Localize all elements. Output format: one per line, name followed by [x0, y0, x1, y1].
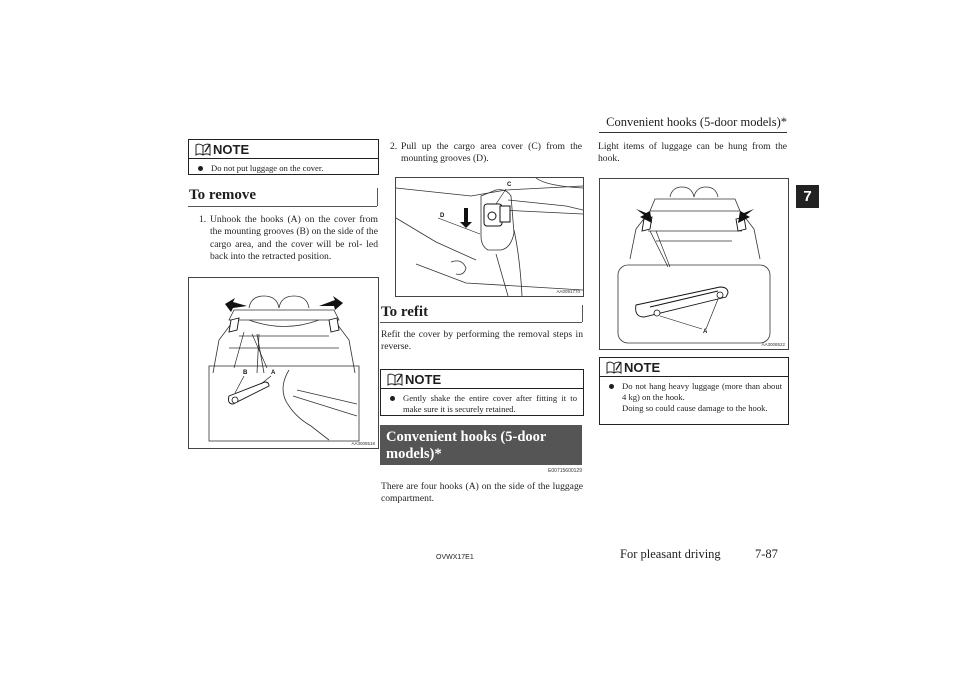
- step-number: 2.: [390, 141, 398, 152]
- step-number: 1.: [199, 214, 207, 225]
- note-item: [600, 377, 788, 418]
- cargo-cover-illustration: [396, 178, 583, 296]
- note-header: [189, 140, 378, 159]
- luggage-hooks-illustration: [600, 179, 788, 349]
- note-item: [381, 389, 583, 419]
- figure-label-a: A: [271, 370, 276, 376]
- figure-label-a: A: [703, 329, 708, 335]
- doc-code: E00715600129: [548, 468, 582, 474]
- figure-cargo-cover: [395, 177, 584, 297]
- note-label: NOTE: [213, 142, 250, 157]
- note-header: [381, 370, 583, 389]
- section-title-to-remove: To remove: [189, 187, 257, 203]
- intro-text: Light items of luggage can be hung from the hook.: [598, 141, 787, 165]
- step-text: Unhook the hooks (A) on the cover from the mounting grooves (B) on the side of the cargo area, and the cover will be rol- led back into the retracted position.: [210, 214, 378, 263]
- figure-code: AA0091770: [556, 289, 580, 294]
- note-box-hooks: [599, 357, 789, 425]
- note-label: NOTE: [624, 360, 661, 375]
- page-number: 7-87: [755, 547, 778, 561]
- section-rule: [380, 322, 582, 323]
- to-refit-text: Refit the cover by performing the removal steps in reverse.: [381, 329, 583, 353]
- step-text: Pull up the cargo area cover (C) from the mounting grooves (D).: [401, 141, 582, 165]
- note-label: NOTE: [405, 372, 442, 387]
- bullet-icon: [609, 384, 614, 389]
- footer-code: OVWX17E1: [436, 554, 474, 561]
- section-rule-end: [377, 188, 378, 206]
- note-pencil-icon: [195, 143, 211, 156]
- figure-label-d: D: [440, 213, 445, 219]
- figure-label-c: C: [507, 182, 512, 188]
- note-item-text: Doing so could cause damage to the hook.: [622, 403, 768, 413]
- section-rule-end: [582, 305, 583, 322]
- figure-luggage-hooks: [599, 178, 789, 350]
- section-title-to-refit: To refit: [381, 304, 429, 320]
- note-header: [600, 358, 788, 377]
- chapter-tab: 7: [796, 185, 819, 208]
- step-1: [199, 214, 378, 264]
- note-item-text: Gently shake the entire cover after fitting it to make sure it is securely retained.: [403, 393, 577, 414]
- bullet-icon: [390, 396, 395, 401]
- note-pencil-icon: [387, 373, 403, 386]
- figure-code: AA3008518: [351, 441, 375, 446]
- note-pencil-icon: [606, 361, 622, 374]
- section-rule: [188, 206, 377, 207]
- figure-label-b: B: [243, 370, 248, 376]
- bullet-icon: [198, 166, 203, 171]
- note-item-text: Do not hang heavy luggage (more than about 4 kg) on the hook.: [622, 381, 782, 402]
- figure-cover-hooks: [188, 277, 379, 449]
- note-box-refit: [380, 369, 584, 416]
- header-rule: [599, 132, 787, 133]
- hooks-text: There are four hooks (A) on the side of the luggage compartment.: [381, 481, 583, 505]
- note-box-cover: [188, 139, 379, 175]
- cover-hooks-illustration: [189, 278, 378, 448]
- note-item: [189, 159, 378, 178]
- footer-section-title: For pleasant driving: [620, 547, 721, 561]
- section-banner: Convenient hooks (5-door models)*: [380, 425, 582, 465]
- note-item-text: Do not put luggage on the cover.: [211, 163, 324, 173]
- step-2: [390, 141, 582, 166]
- figure-code: AA3008522: [761, 342, 785, 347]
- running-header-title: Convenient hooks (5-door models)*: [606, 115, 787, 129]
